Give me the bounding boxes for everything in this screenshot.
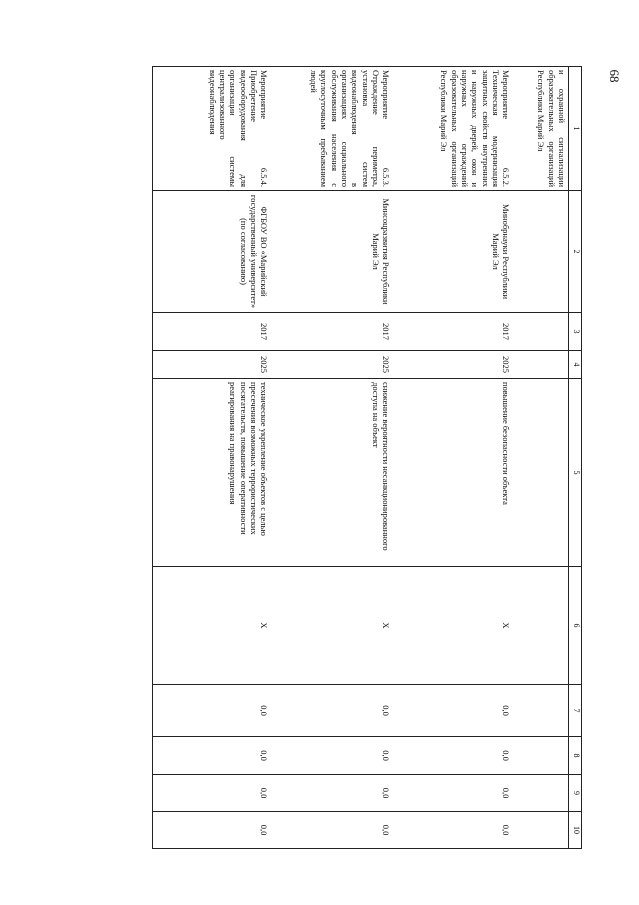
- col10-cell: 0,0: [271, 812, 393, 849]
- table-row: [271, 67, 393, 849]
- header-cell: 4: [569, 351, 582, 379]
- end-year-cell: 2025: [393, 351, 513, 379]
- header-cell: 8: [569, 737, 582, 775]
- start-year-cell: 2017: [271, 313, 393, 351]
- executor-cell: Минобрнауки Республики Марий Эл: [393, 191, 513, 313]
- result-cell: снижение вероятности несанкционированного доступа на объект: [271, 379, 393, 567]
- header-cell: 5: [569, 379, 582, 567]
- end-year-cell: 2025: [153, 351, 271, 379]
- col9-cell: [513, 775, 569, 812]
- header-cell: 10: [569, 812, 582, 849]
- header-cell: 6: [569, 567, 582, 685]
- activity-cell: Мероприятие 6.5.3. Отраждение периметра, установка систем видеонаблюдения в организациях социального обслуживания населения с круглосуточным пребыванием людей: [271, 67, 393, 191]
- header-cell: 9: [569, 775, 582, 812]
- page-number: 68: [607, 69, 622, 83]
- col8-cell: 0,0: [271, 737, 393, 775]
- col9-cell: 0,0: [153, 775, 271, 812]
- table-header-row: [569, 67, 582, 849]
- col7-cell: 0,0: [393, 685, 513, 737]
- col6-cell: X: [393, 567, 513, 685]
- activity-cell: и охранной сигнализации образовательных организаций Республики Марий Эл: [513, 67, 569, 191]
- executor-cell: Минсоцразвития Республики Марий Эл: [271, 191, 393, 313]
- activity-cell: Мероприятие 6.5.4. Приобретение видеооборудования для организации системы централизованного видеонаблюдения: [153, 67, 271, 191]
- col6-cell: X: [153, 567, 271, 685]
- activity-cell: Мероприятие 6.5.2. Техническая модернизация защитных свойств внутренних и наружных дверей, окон и наружных ограждений образовательных организаций Республики Марий Эл: [393, 67, 513, 191]
- table-row: [393, 67, 513, 849]
- result-cell: техническое укрепление объектов с целью пресечения возможных террористических посягательств, повышение оперативности реагирования на правонарушения: [153, 379, 271, 567]
- end-year-cell: 2025: [271, 351, 393, 379]
- result-cell: повышение безопасности объекта: [393, 379, 513, 567]
- col6-cell: X: [271, 567, 393, 685]
- header-cell: 2: [569, 191, 582, 313]
- col9-cell: 0,0: [271, 775, 393, 812]
- header-cell: 1: [569, 67, 582, 191]
- executor-cell: ФГБОУ ВО «Марийский государственный университет» (по согласованию): [153, 191, 271, 313]
- col8-cell: 0,0: [153, 737, 271, 775]
- col10-cell: 0,0: [153, 812, 271, 849]
- start-year-cell: 2017: [153, 313, 271, 351]
- executor-cell: [513, 191, 569, 313]
- col8-cell: [513, 737, 569, 775]
- header-cell: 3: [569, 313, 582, 351]
- col6-cell: [513, 567, 569, 685]
- table-row: [153, 67, 271, 849]
- col9-cell: 0,0: [393, 775, 513, 812]
- start-year-cell: [513, 313, 569, 351]
- program-table: [152, 66, 582, 849]
- end-year-cell: [513, 351, 569, 379]
- start-year-cell: 2017: [393, 313, 513, 351]
- col7-cell: 0,0: [271, 685, 393, 737]
- col10-cell: 0,0: [393, 812, 513, 849]
- col10-cell: [513, 812, 569, 849]
- result-cell: [513, 379, 569, 567]
- col8-cell: 0,0: [393, 737, 513, 775]
- table-row: [513, 67, 569, 849]
- col7-cell: 0,0: [153, 685, 271, 737]
- header-cell: 7: [569, 685, 582, 737]
- col7-cell: [513, 685, 569, 737]
